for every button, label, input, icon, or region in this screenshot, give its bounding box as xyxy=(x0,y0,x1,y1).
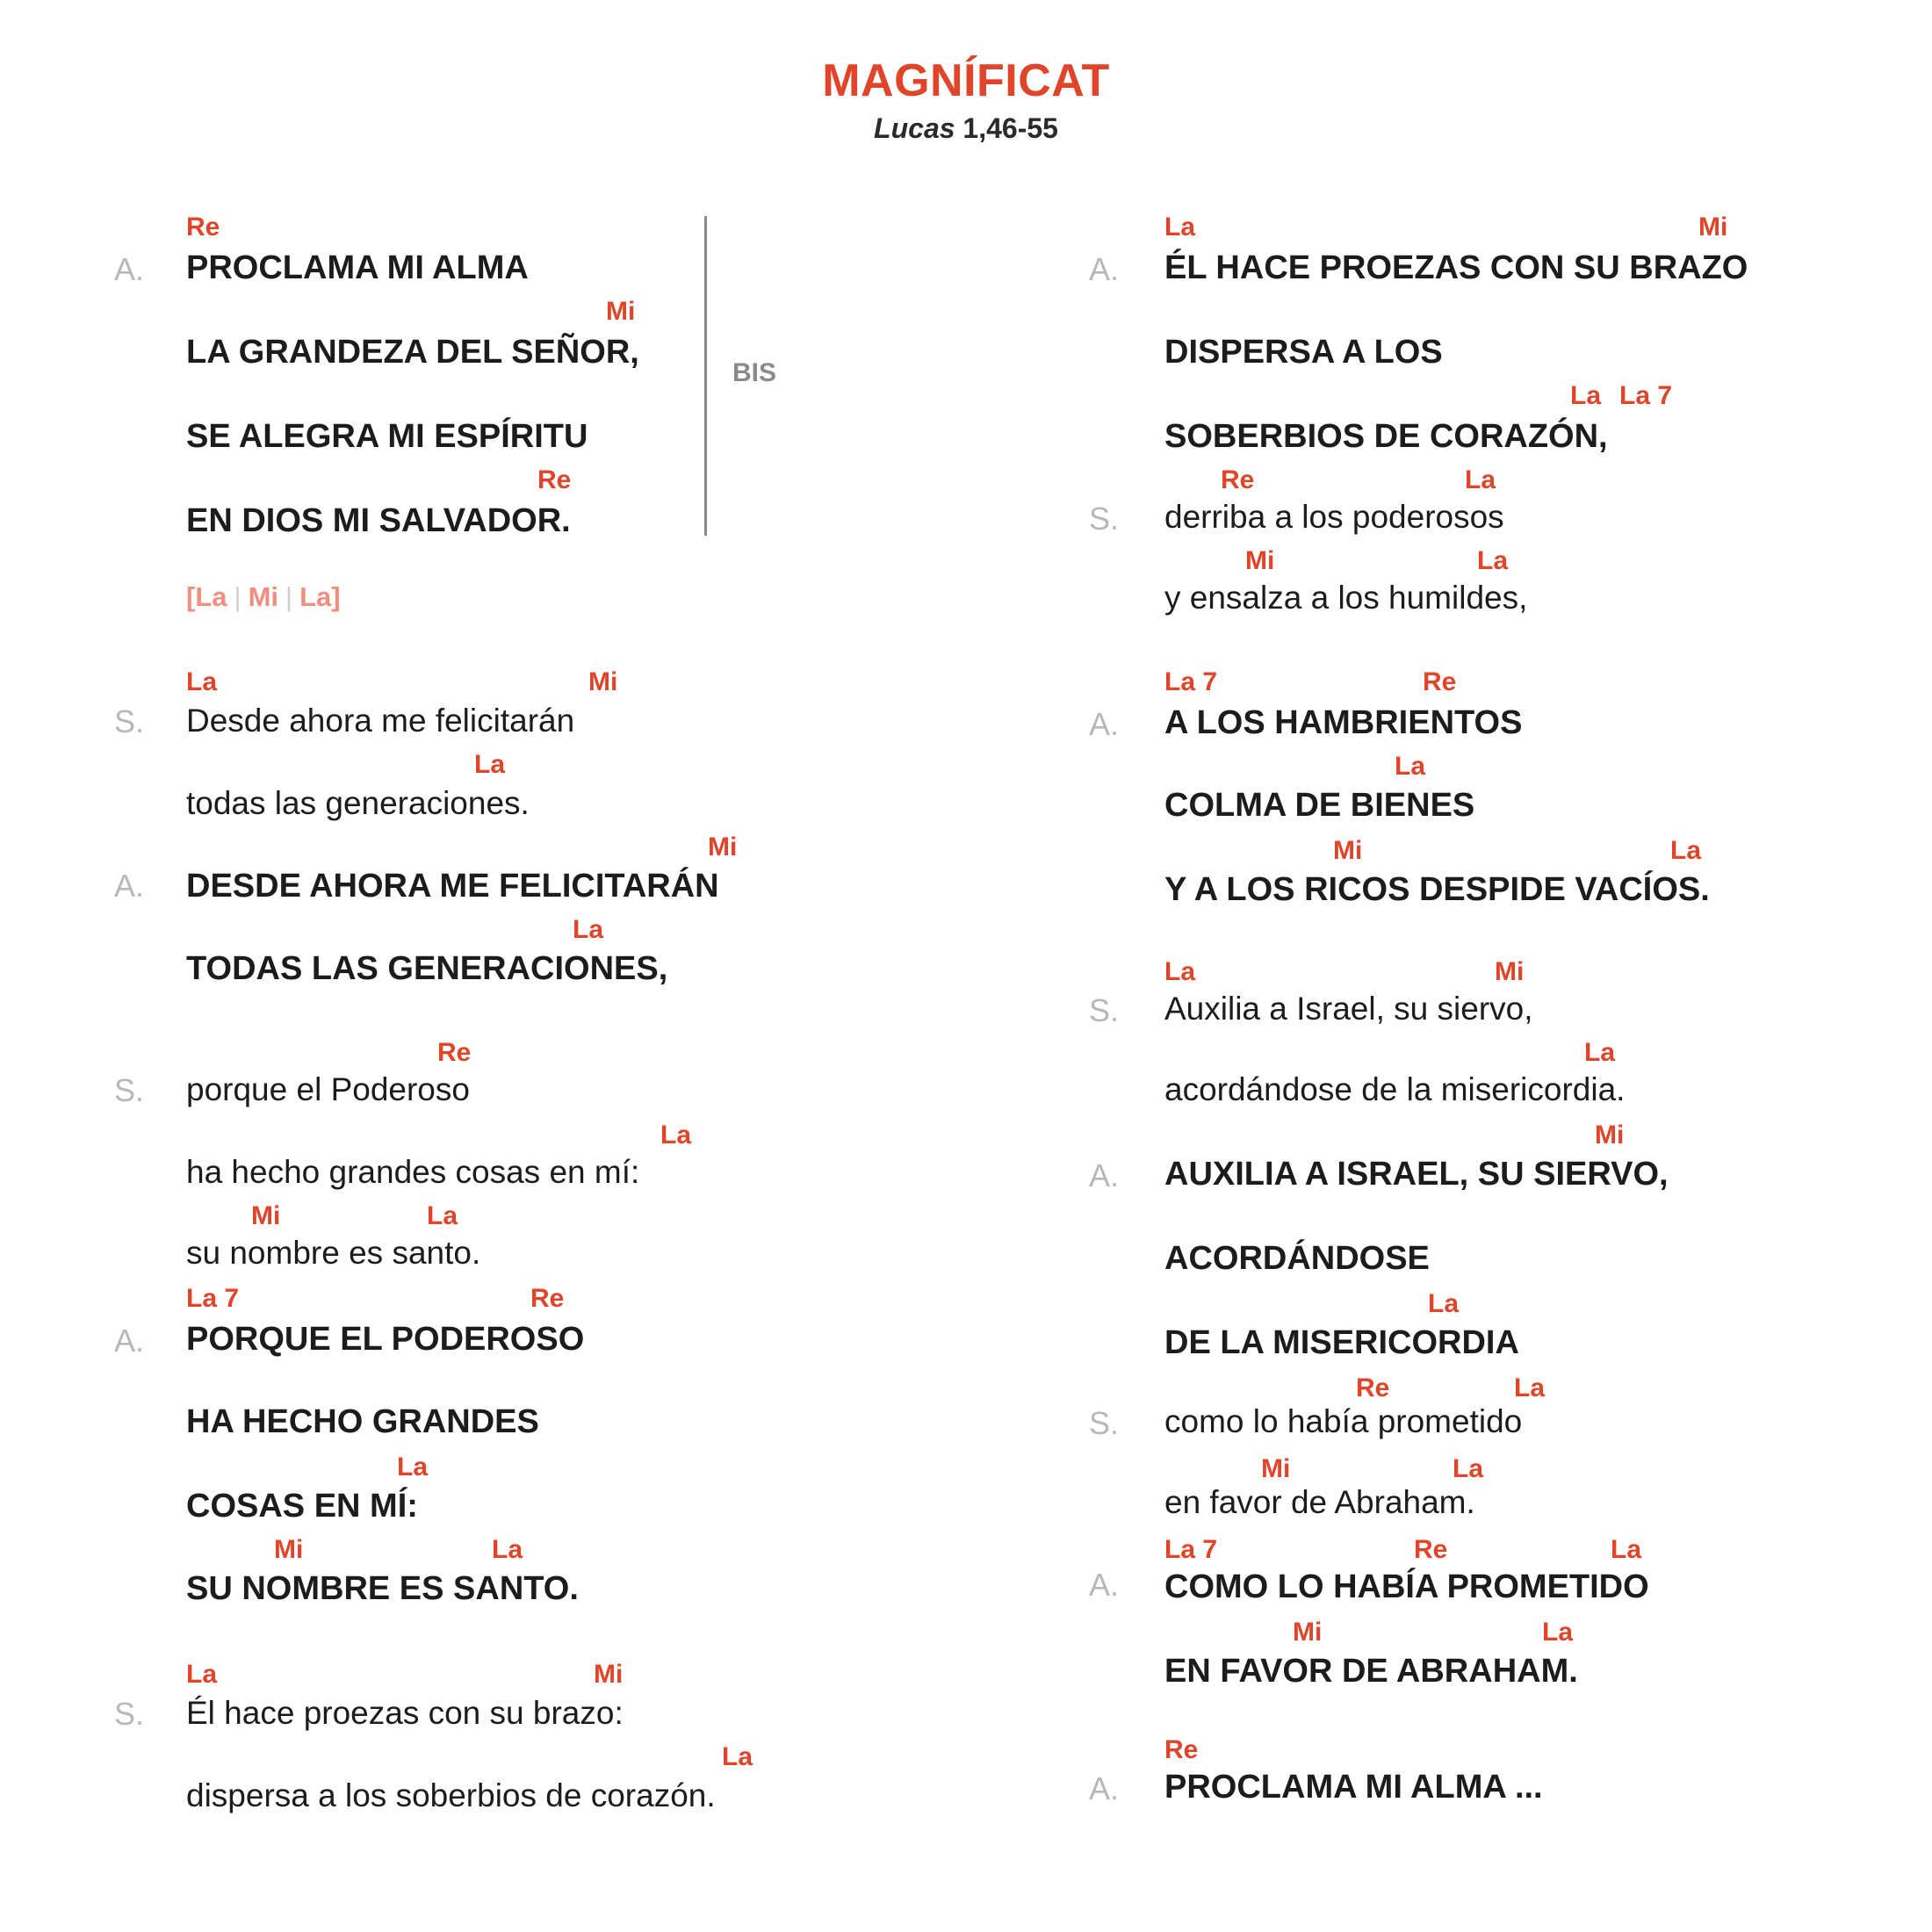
lyric-line: en favor de Abraham. xyxy=(1164,1484,1475,1520)
lyric-line: acordándose de la misericordia. xyxy=(1164,1071,1626,1107)
lyric-line: como lo había prometido xyxy=(1164,1403,1523,1439)
lyric-line: DISPERSA A LOS xyxy=(1164,334,1443,371)
chord: La 7 xyxy=(1164,667,1218,696)
chord: La xyxy=(1670,836,1702,865)
chord: Re xyxy=(1356,1373,1390,1402)
chord: La xyxy=(474,750,506,779)
chord: La xyxy=(186,667,218,696)
intro-separator-1: | xyxy=(234,581,242,612)
voice-marker-assembly: A. xyxy=(1089,1770,1120,1806)
chord: Mi xyxy=(1245,546,1275,575)
chord: Mi xyxy=(588,667,618,696)
chord: Re xyxy=(1164,1735,1199,1764)
chord: Re xyxy=(186,213,220,242)
lyric-line: COLMA DE BIENES xyxy=(1164,787,1475,824)
intro-chord-3: La xyxy=(299,581,332,612)
lyric-line: todas las generaciones. xyxy=(186,785,530,821)
intro-chord-2: Mi xyxy=(248,581,279,612)
voice-marker-assembly: A. xyxy=(1089,706,1120,742)
lyric-line: SOBERBIOS DE CORAZÓN, xyxy=(1164,418,1608,455)
chord: Re xyxy=(1221,465,1255,494)
chord: Mi xyxy=(1595,1121,1625,1150)
voice-marker-soloist: S. xyxy=(114,1696,145,1732)
voice-marker-assembly: A. xyxy=(1089,1157,1120,1193)
chord: La 7 xyxy=(1164,1535,1218,1564)
lyric-line: derriba a los poderosos xyxy=(1164,499,1504,535)
voice-marker-soloist: S. xyxy=(1089,992,1120,1028)
voice-marker-assembly: A. xyxy=(114,1323,145,1359)
lyric-line: DESDE AHORA ME FELICITARÁN xyxy=(186,868,719,905)
voice-marker-soloist: S. xyxy=(114,1072,145,1108)
chord: La xyxy=(1542,1618,1574,1647)
chord: La xyxy=(427,1201,458,1230)
voice-marker-soloist: S. xyxy=(1089,501,1120,537)
chord: Mi xyxy=(708,833,738,861)
lyric-line: ACORDÁNDOSE xyxy=(1164,1240,1430,1277)
lyric-line: COSAS EN MÍ: xyxy=(186,1488,418,1525)
lyric-line: porque el Poderoso xyxy=(186,1071,470,1107)
voice-marker-soloist: S. xyxy=(114,703,145,739)
chord: La xyxy=(1570,381,1602,410)
chord: La xyxy=(492,1535,523,1564)
voice-marker-assembly: A. xyxy=(114,868,145,904)
chord: Re xyxy=(1414,1535,1448,1564)
bis-bracket-line xyxy=(704,216,707,536)
lyric-line: SE ALEGRA MI ESPÍRITU xyxy=(186,418,588,455)
lyric-line: Y A LOS RICOS DESPIDE VACÍOS. xyxy=(1164,871,1710,908)
lyric-line: COMO LO HABÍA PROMETIDO xyxy=(1164,1568,1649,1605)
intro-separator-2: | xyxy=(285,581,293,612)
chord: Mi xyxy=(1293,1618,1323,1647)
voice-marker-assembly: A. xyxy=(1089,251,1120,287)
chord: Mi xyxy=(1495,957,1525,986)
lyric-line: dispersa a los soberbios de corazón. xyxy=(186,1777,716,1813)
lyric-line: DE LA MISERICORDIA xyxy=(1164,1324,1519,1361)
chord: Mi xyxy=(251,1201,281,1230)
lyric-line: y ensalza a los humildes, xyxy=(1164,580,1528,616)
intro-chord-1: La xyxy=(195,581,227,612)
chord: La xyxy=(722,1742,753,1771)
song-title: MAGNÍFICAT xyxy=(822,55,1110,106)
bis-label: BIS xyxy=(732,358,777,387)
chord: La 7 xyxy=(186,1284,240,1313)
chord: Mi xyxy=(1261,1454,1291,1483)
chord: Mi xyxy=(1698,213,1728,242)
chord: Re xyxy=(537,465,572,494)
lyric-line: PORQUE EL PODEROSO xyxy=(186,1321,585,1358)
chord: La xyxy=(1465,465,1496,494)
chord: Mi xyxy=(594,1660,624,1689)
chord: Mi xyxy=(274,1535,304,1564)
chord: La xyxy=(1514,1373,1546,1402)
lyric-line: A LOS HAMBRIENTOS xyxy=(1164,704,1523,741)
lyric-line: PROCLAMA MI ALMA ... xyxy=(1164,1769,1543,1806)
lyric-line: AUXILIA A ISRAEL, SU SIERVO, xyxy=(1164,1156,1669,1193)
lyric-line: Desde ahora me felicitarán xyxy=(186,703,575,739)
chord: Mi xyxy=(1333,836,1363,865)
chord: La 7 xyxy=(1619,381,1673,410)
chord: La xyxy=(1611,1535,1642,1564)
chord: Mi xyxy=(606,297,636,326)
lyric-line: EN DIOS MI SALVADOR. xyxy=(186,502,571,539)
chord: La xyxy=(1395,752,1426,781)
reference-book: Lucas xyxy=(874,112,955,144)
lyric-line: su nombre es santo. xyxy=(186,1235,481,1271)
lyric-line: ha hecho grandes cosas en mí: xyxy=(186,1154,640,1190)
lyric-line: EN FAVOR DE ABRAHAM. xyxy=(1164,1653,1578,1690)
chord: La xyxy=(660,1121,692,1150)
chord: La xyxy=(1428,1289,1460,1318)
lyric-line: Auxilia a Israel, su siervo, xyxy=(1164,991,1533,1027)
lyric-line: TODAS LAS GENERACIONES, xyxy=(186,950,668,987)
chord: La xyxy=(1453,1454,1484,1483)
voice-marker-assembly: A. xyxy=(114,251,145,287)
chord: La xyxy=(573,915,604,944)
chord: Re xyxy=(530,1284,565,1313)
voice-marker-assembly: A. xyxy=(1089,1567,1120,1603)
reference-verses: 1,46-55 xyxy=(962,112,1058,144)
lyric-line: LA GRANDEZA DEL SEÑOR, xyxy=(186,334,639,371)
chord: La xyxy=(1477,546,1509,575)
intro-close-bracket: ] xyxy=(331,581,341,612)
lyric-line: ÉL HACE PROEZAS CON SU BRAZO xyxy=(1164,249,1748,286)
lyric-line: PROCLAMA MI ALMA xyxy=(186,249,529,286)
chord: La xyxy=(397,1453,429,1481)
voice-marker-soloist: S. xyxy=(1089,1405,1120,1441)
chord: La xyxy=(186,1660,218,1689)
chord: La xyxy=(1164,213,1196,242)
intro-chords xyxy=(186,581,341,613)
chord: La xyxy=(1164,957,1196,986)
lyric-line: HA HECHO GRANDES xyxy=(186,1403,539,1440)
lyric-line: SU NOMBRE ES SANTO. xyxy=(186,1570,579,1607)
intro-open-bracket: [ xyxy=(186,581,196,612)
lyric-line: Él hace proezas con su brazo: xyxy=(186,1695,624,1731)
chord: Re xyxy=(437,1038,472,1067)
chord: Re xyxy=(1423,667,1457,696)
chord: La xyxy=(1584,1038,1616,1067)
scripture-reference xyxy=(0,112,1932,145)
